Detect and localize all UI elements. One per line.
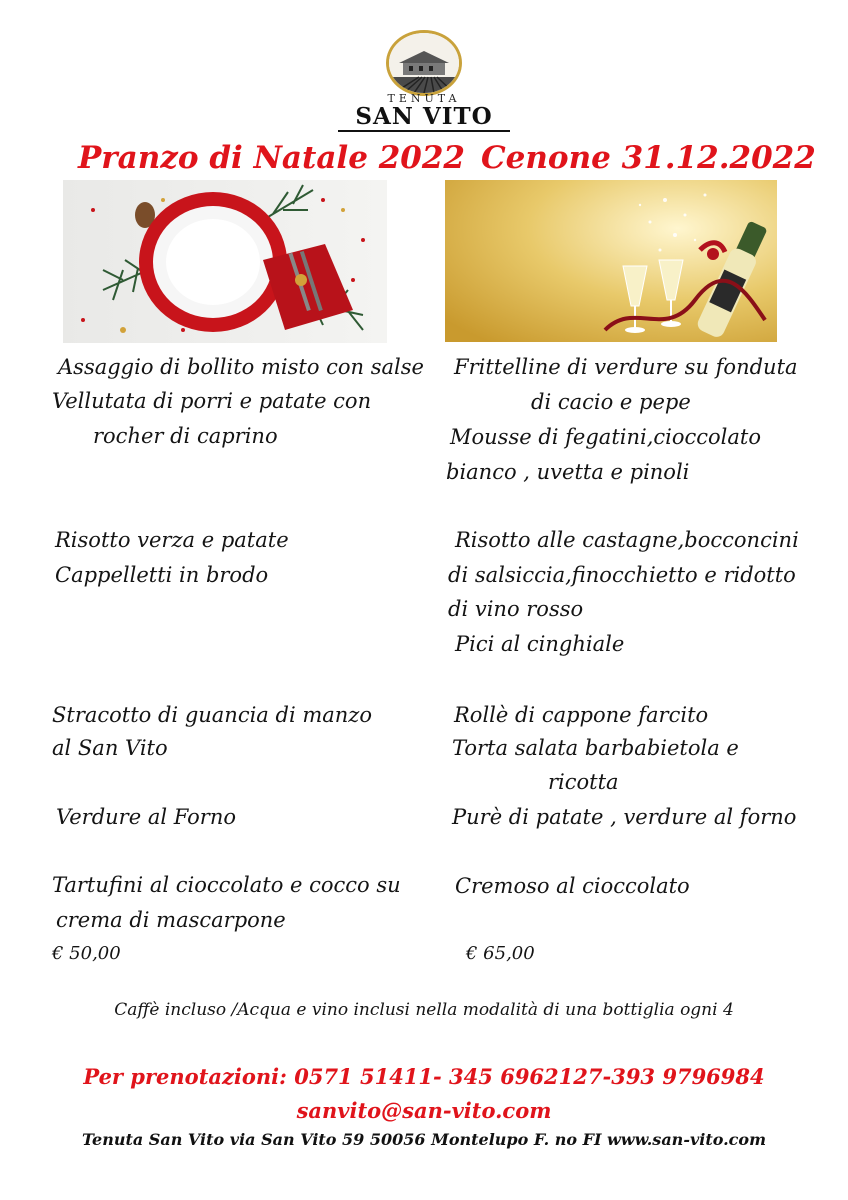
booking-phones: Per prenotazioni: 0571 51411- 345 6962127-393 9796984 [83,1064,765,1089]
dinner-item-3: Mousse di fegatini,cioccolato [450,425,762,449]
address-line: Tenuta San Vito via San Vito 59 50056 Montelupo F. no FI www.san-vito.com [81,1130,767,1149]
lunch-item-7: al San Vito [52,736,168,760]
dinner-item-10: Torta salata barbabietola e [452,736,739,760]
dinner-item-13: Cremoso al cioccolato [455,874,690,898]
lunch-item-1: Assaggio di bollito misto con salse [58,355,424,379]
dinner-item-9: Rollè di cappone farcito [454,703,709,727]
lunch-price: € 50,00 [52,943,121,964]
dinner-price: € 65,00 [466,943,535,964]
dinner-item-8: Pici al cinghiale [455,632,625,656]
logo-big-text: SAN VITO [338,104,510,132]
champagne-celebration-icon [445,180,777,342]
lunch-title: Pranzo di Natale 2022 [78,140,465,176]
dinner-item-12: Purè di patate , verdure al forno [452,805,797,829]
dinner-item-2: di cacio e pepe [531,390,691,414]
dinner-item-7: di vino rosso [448,597,584,621]
dinner-item-6: di salsiccia,finocchietto e ridotto [448,563,796,587]
lunch-item-3: rocher di caprino [93,424,278,448]
logo [355,30,493,130]
christmas-table-image [63,180,387,343]
dinner-item-4: bianco , uvetta e pinoli [446,460,690,484]
logo-small-text: TENUTA [387,92,461,105]
dinner-item-1: Frittelline di verdure su fonduta [454,355,798,379]
included-note: Caffè incluso /Acqua e vino inclusi nella modalità di una bottiglia ogni 4 [114,1000,734,1020]
lunch-item-2: Vellutata di porri e patate con [52,389,372,413]
dinner-item-5: Risotto alle castagne,bocconcini [455,528,799,552]
dinner-title: Cenone 31.12.2022 [481,140,816,176]
lunch-item-4: Risotto verza e patate [55,528,289,552]
christmas-table-setting-icon [63,180,387,343]
lunch-item-8: Verdure al Forno [56,805,236,829]
lunch-item-6: Stracotto di guancia di manzo [52,703,373,727]
lunch-item-9: Tartufini al cioccolato e cocco su [52,873,401,897]
lunch-item-10: crema di mascarpone [56,908,286,932]
estate-icon [386,30,462,96]
email-link[interactable]: sanvito@san-vito.com [296,1098,552,1123]
champagne-image [445,180,777,342]
lunch-item-5: Cappelletti in brodo [55,563,269,587]
dinner-item-11: ricotta [548,770,619,794]
